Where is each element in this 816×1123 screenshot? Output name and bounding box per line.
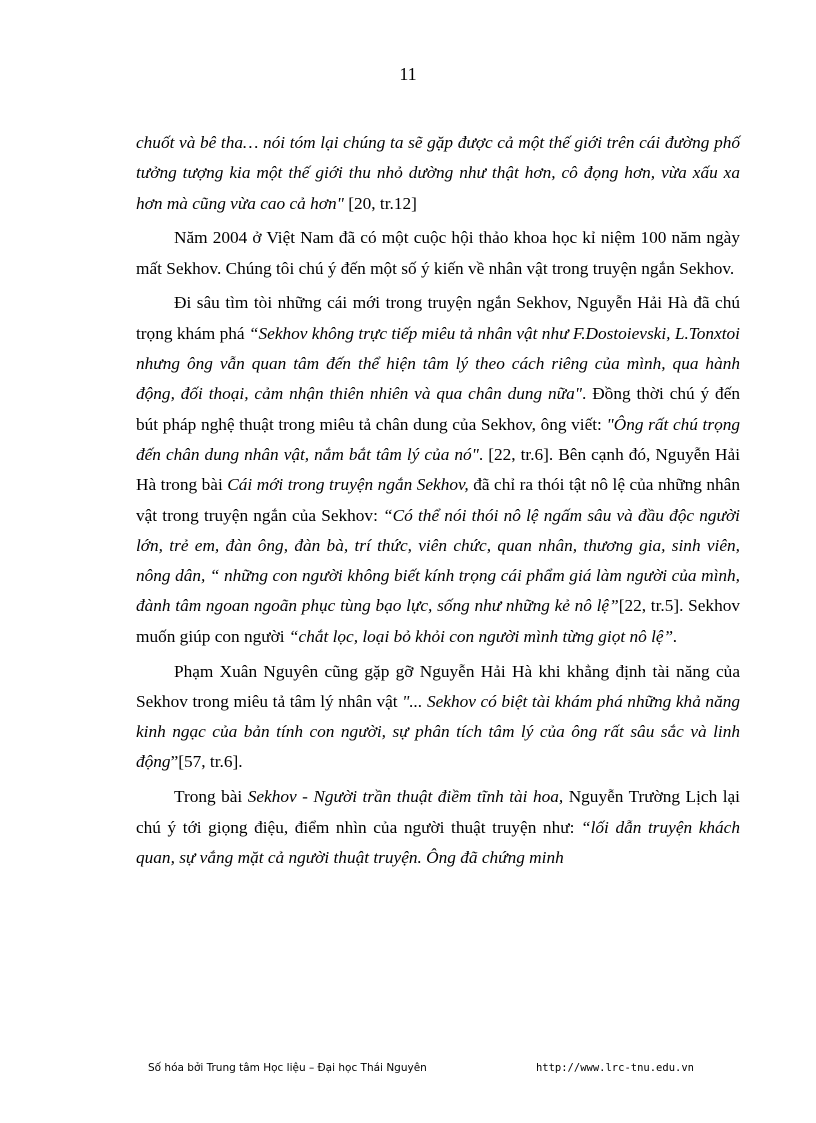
paragraph [136,288,740,652]
text-run: . Đồng thời chú ý đến bút pháp nghệ thuật trong miêu tả chân dung của Sekhov, ông viết: [136,384,740,434]
footer-url-link[interactable]: http://www.lrc-tnu.edu.vn [535,1062,694,1074]
text-run: Đi sâu tìm tòi những cái mới trong truyện ngắn Sekhov, Nguyễn Hải Hà đã chú trọng khám phá [136,293,740,343]
quoted-text: "Ông rất chú trọng đến chân dung nhân vật, nắm bắt tâm lý của nó" [136,414,740,464]
text-run: Năm 2004 ở Việt Nam đã có một cuộc hội thảo khoa học kỉ niệm 100 năm ngày mất Sekhov. Chúng tôi chú ý đến một số ý kiến về nhân vật trong truyện ngắn Sekhov. [136,228,740,278]
text-run: đã chỉ ra thói tật nô lệ của những nhân vật trong truyện ngắn của Sekhov: [136,475,740,525]
quoted-text: chuốt và bê tha… nói tóm lại chúng ta sẽ gặp được cả một thế giới trên cái đường phố tưởng tượng kia một thế giới thu nhỏ dường như thật hơn, cô đọng hơn, vừa xấu xa hơn mà cũng vừa cao cả hơn" [136,133,740,213]
text-run: Trong bài [174,787,248,807]
paragraph [136,657,740,778]
text-run: . [22, tr.6]. Bên cạnh đó, Nguyễn Hải Hà trong bài [136,444,740,495]
paragraph [136,782,740,873]
text-run: Nguyễn Trường Lịch lại chú ý tới giọng điệu, điểm nhìn của người thuật truyện như: [136,787,740,837]
quoted-text: “Có thể nói thói nô lệ ngấm sâu và đầu độc người lớn, trẻ em, đàn ông, đàn bà, trí thức, viên chức, quan nhân, thương gia, sinh viên, nông dân, “ những con người không biết kính trọng cái phẩm giá làm người của mình, đành tâm ngoan ngoãn phục tùng bạo lực, sống như những kẻ nô lệ” [136,505,740,616]
text-run: ”[57, tr.6]. [170,752,243,772]
document-body [136,128,740,878]
footer-credit: Số hóa bởi Trung tâm Học liệu – Đại học Thái Nguyên [148,1062,427,1074]
text-run: [20, tr.12] [343,193,417,213]
text-run: Phạm Xuân Nguyên cũng gặp gỡ Nguyễn Hải Hà khi khẳng định tài năng của Sekhov trong miêu tả tâm lý nhân vật [136,661,740,711]
text-run: [22, tr.5]. Sekhov muốn giúp con người [136,596,740,646]
quoted-text: “lối dẫn truyện khách quan, sự vắng mặt cả người thuật truyện. Ông đã chứng minh [136,817,740,867]
quoted-text: “chắt lọc, loại bỏ khỏi con người mình từng giọt nô lệ”. [288,626,678,646]
quoted-text: Sekhov - Người trần thuật điềm tĩnh tài hoa, [247,787,564,807]
paragraph [136,223,740,284]
page-number: 11 [399,64,417,84]
quoted-text: Cái mới trong truyện ngắn Sekhov, [227,475,469,495]
quoted-text: "... Sekhov có biệt tài khám phá những khả năng kinh ngạc của bản tính con người, sự phân tích tâm lý của ông rất sâu sắc và linh động [136,691,740,772]
quoted-text: “Sekhov không trực tiếp miêu tả nhân vật như F.Dostoievski, L.Tonxtoi nhưng ông vẫn quan tâm đến thể hiện tâm lý theo cách riêng của mình, qua hành động, đối thoại, cảm nhận thiên nhiên và qua chân dung nữa" [136,323,740,404]
paragraph [136,128,740,219]
